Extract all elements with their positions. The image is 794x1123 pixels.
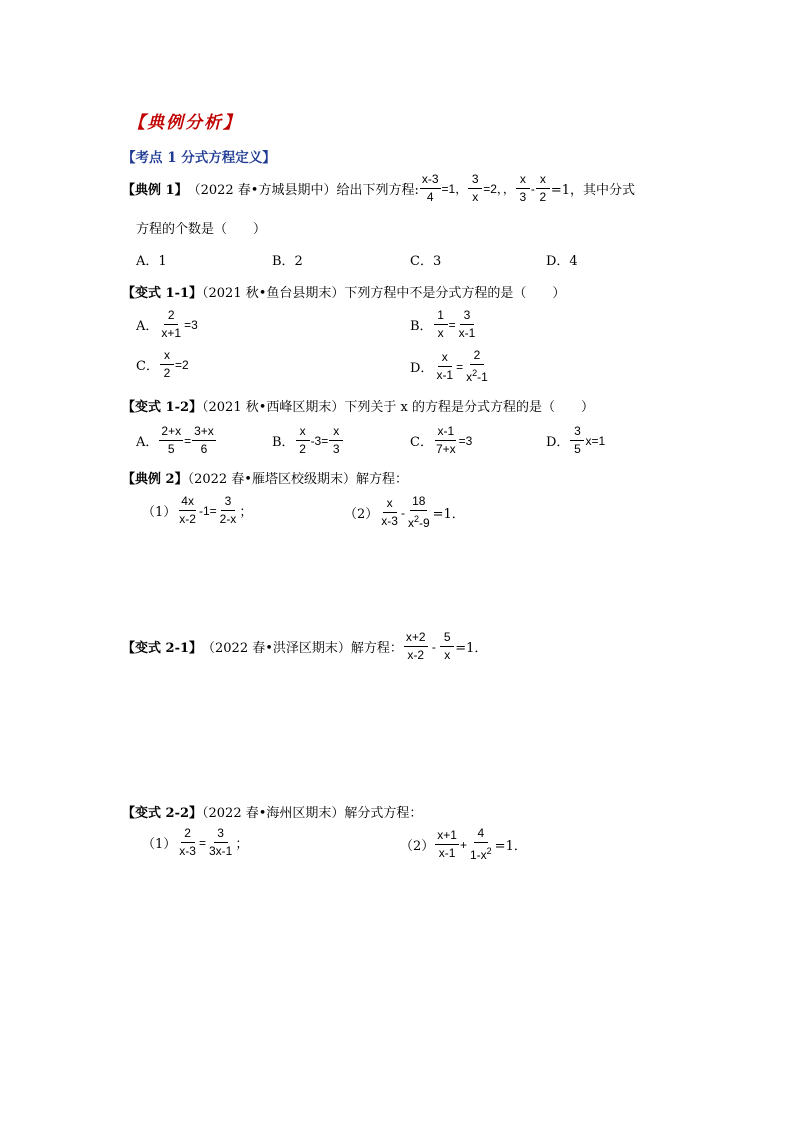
example-1-question-cont: 方程的个数是（ ） <box>136 222 267 237</box>
variant-2-2-question: （2022 春•海州区期末）解分式方程： <box>202 806 423 821</box>
v11-option-c: C． $\frac{x}{2}$ =2 <box>136 348 189 380</box>
variant-2-1-line: 【变式 2-1】 （2022 春•洪泽区期末）解方程： $\frac{x+2}{x-2}$ - $\frac{5}{x}$ =1． <box>122 630 488 662</box>
v11-option-b: B． $\frac{1}{x}$ = $\frac{3}{x-1}$ <box>410 308 476 340</box>
topic-title: 【考点 1 分式方程定义】 <box>122 150 276 166</box>
v12-option-a: A． $\frac{2+x}{5}$ = $\frac{3+x}{6}$ <box>136 424 214 456</box>
variant-2-2-part-1: （1） $\frac{2}{x-3}$ = $\frac{3}{3x-1}$ ； <box>142 826 249 858</box>
variant-1-2-question: （2021 秋•西峰区期末）下列关于 x 的方程是分式方程的是（ ） <box>202 400 594 415</box>
v11-option-d: D． $\frac{x}{x-1}$ = $\frac{2}{x^2-1}$ <box>410 348 488 384</box>
example-1-label: 【典例 1】 <box>122 183 188 198</box>
variant-1-2-line <box>122 396 594 415</box>
variant-2-1-question: （2022 春•洪泽区期末）解方程： <box>202 641 403 656</box>
fraction: $\frac{3}{x}$ <box>468 172 482 205</box>
variant-2-1-label: 【变式 2-1】 <box>122 641 203 656</box>
fraction: $\frac{x-3}{4}$ <box>421 172 439 204</box>
section-title: 【典例分析】 <box>128 113 242 133</box>
fraction: $\frac{x}{2}$ <box>536 172 550 205</box>
example-2-label: 【典例 2】 <box>122 472 188 487</box>
fraction: $\frac{x}{3}$ <box>516 172 530 205</box>
example-2-question: （2022 春•雁塔区校级期末）解方程： <box>187 472 408 487</box>
option-c: C．3 <box>410 254 442 269</box>
v12-option-b: B． $\frac{x}{2}$ -3= $\frac{x}{3}$ <box>272 424 344 457</box>
v11-option-a: A． $\frac{2}{x+1}$ =3 <box>136 308 198 340</box>
example-1-source: （2022 春•方城县期中）给出下列方程: <box>187 183 419 198</box>
example-2-line <box>122 468 408 487</box>
variant-2-2-label: 【变式 2-2】 <box>122 806 203 821</box>
example-2-part-1: （1） $\frac{4x}{x-2}$ -1= $\frac{3}{2-x}$ ； <box>142 494 253 526</box>
v12-option-d: D． $\frac{3}{5}$ x=1 <box>546 424 606 456</box>
variant-1-1-question: （2021 秋•鱼台县期末）下列方程中不是分式方程的是（ ） <box>202 286 566 301</box>
option-b: B．2 <box>272 254 303 269</box>
variant-2-2-part-2: （2） $\frac{x+1}{x-1}$ + $\frac{4}{1-x^2}$ =1． <box>400 826 527 862</box>
example-1-line: 【典例 1】 （2022 春•方城县期中）给出下列方程: $\frac{x-3}{4}$ =1， $\frac{3}{x}$ =2，， $\frac{x}{3}$ - $\frac{x}{2}$ =1，其中分式 <box>122 172 636 204</box>
variant-1-1-line <box>122 282 565 301</box>
variant-1-2-label: 【变式 1-2】 <box>122 400 203 415</box>
v12-option-c: C． $\frac{x-1}{7+x}$ =3 <box>410 424 473 456</box>
example-2-part-2: （2） $\frac{x}{x-3}$ - $\frac{18}{x^2-9}$ =1． <box>344 494 465 530</box>
variant-2-2-line <box>122 802 422 821</box>
option-d: D．4 <box>546 254 578 269</box>
option-a: A．1 <box>136 254 167 269</box>
variant-1-1-label: 【变式 1-1】 <box>122 286 203 301</box>
